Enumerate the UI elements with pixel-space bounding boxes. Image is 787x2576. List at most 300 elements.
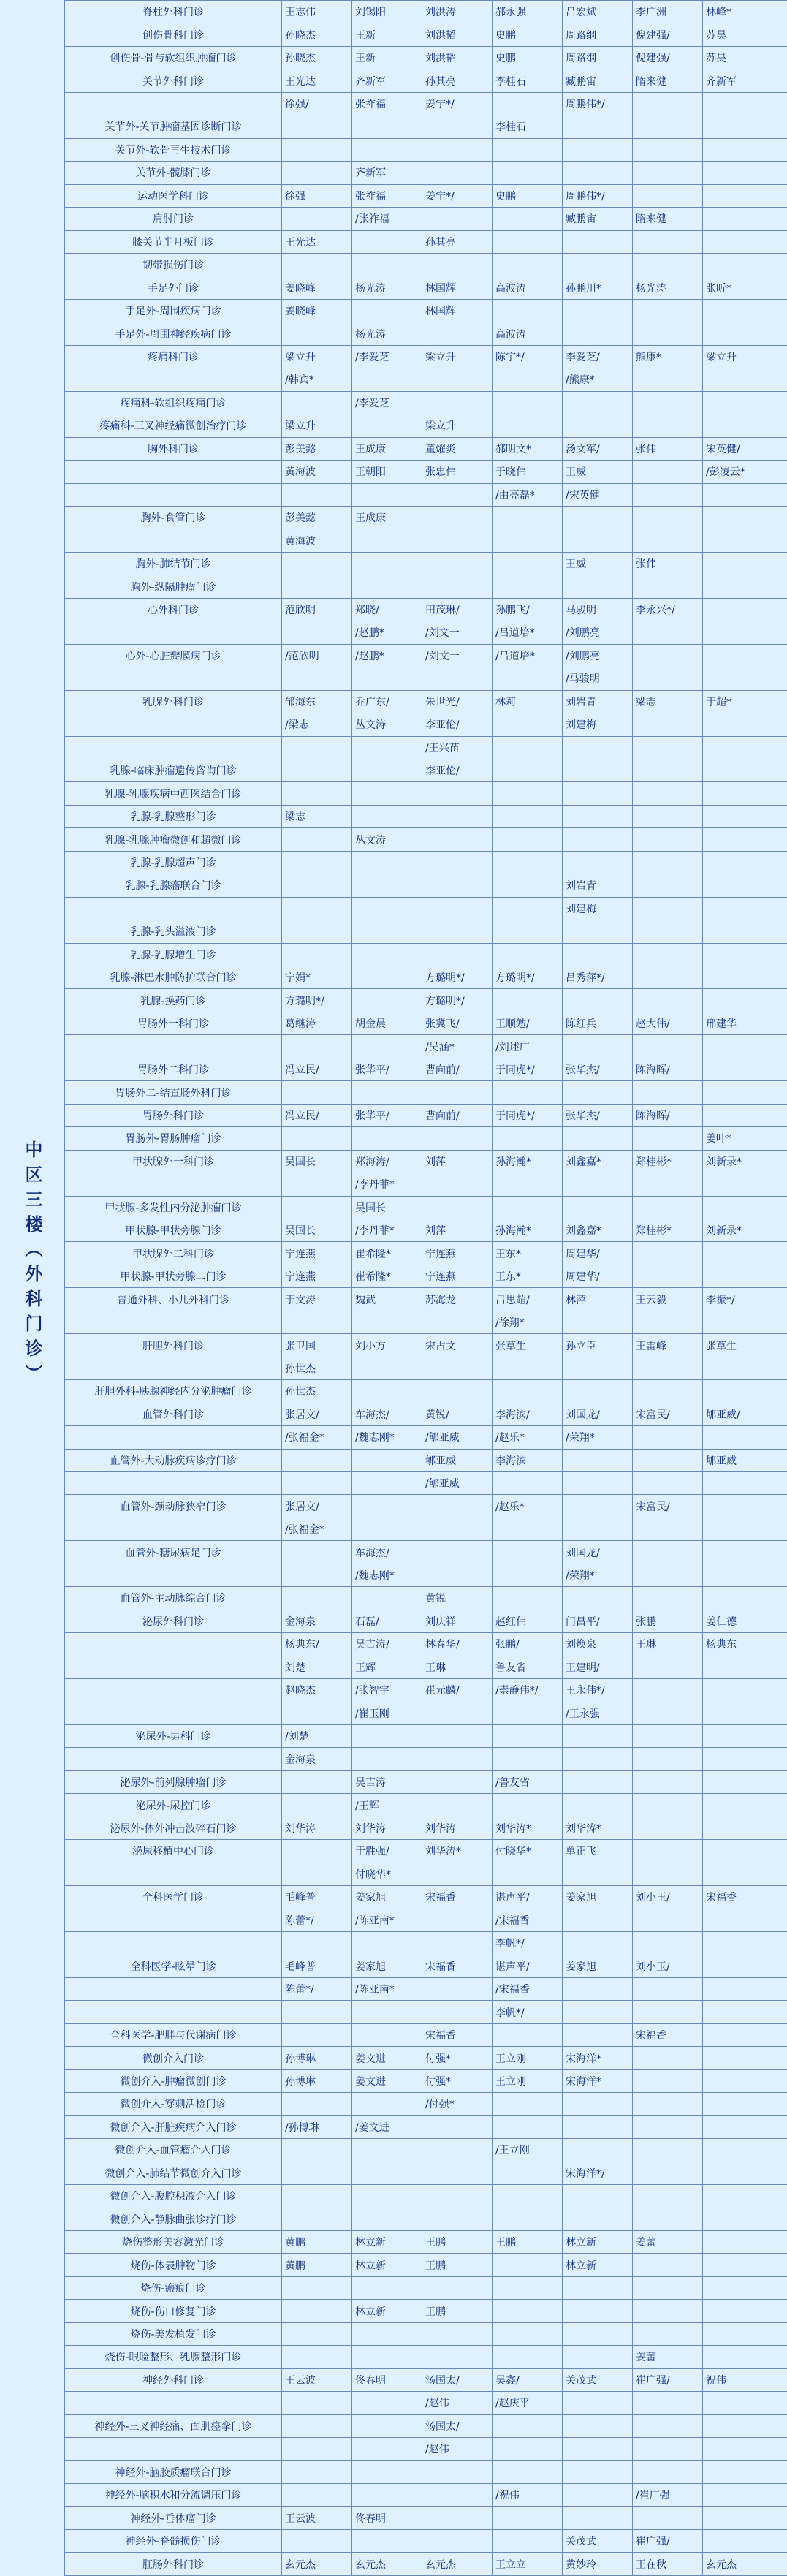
doctor-cell: 张祚福 [352, 92, 422, 115]
doctor-cell [563, 1173, 633, 1196]
doctor-cell: 关茂武 [563, 2368, 633, 2391]
clinic-name-cell [65, 368, 282, 391]
doctor-cell [563, 2276, 633, 2299]
doctor-cell: 孙晓杰 [282, 46, 352, 69]
doctor-cell [422, 2276, 493, 2299]
doctor-cell: 宋福香 [422, 2023, 493, 2046]
doctor-cell: 黄海波 [282, 461, 352, 483]
doctor-cell: 宋福香 [422, 1886, 493, 1909]
clinic-schedule-table [64, 0, 787, 2576]
doctor-cell [563, 736, 633, 759]
doctor-cell: 祝伟 [703, 2368, 787, 2391]
doctor-cell [422, 2346, 493, 2368]
doctor-cell [703, 667, 787, 690]
doctor-cell [282, 2185, 352, 2208]
doctor-cell [633, 782, 703, 805]
doctor-cell: 宋福香 [633, 2023, 703, 2046]
doctor-cell: 王云波 [282, 2368, 352, 2391]
doctor-cell: /陈亚南* [352, 1909, 422, 1931]
doctor-cell [563, 162, 633, 184]
doctor-cell [352, 2392, 422, 2414]
doctor-cell [493, 2414, 563, 2437]
clinic-name-cell: 胃肠外科门诊 [65, 1104, 282, 1126]
doctor-cell [703, 1932, 787, 1955]
doctor-cell: 吴国长 [352, 1196, 422, 1219]
doctor-cell [352, 1495, 422, 1518]
doctor-cell [422, 552, 493, 575]
doctor-cell [493, 506, 563, 529]
table-row [65, 322, 787, 345]
doctor-cell [282, 1863, 352, 1885]
doctor-cell: /吴涵* [422, 1035, 493, 1058]
doctor-cell [282, 2276, 352, 2299]
doctor-cell: 宁娟* [282, 966, 352, 989]
table-row [65, 621, 787, 644]
doctor-cell: 周路纲 [563, 46, 633, 69]
doctor-cell [493, 851, 563, 874]
doctor-cell [633, 2461, 703, 2483]
doctor-cell [422, 1770, 493, 1793]
doctor-cell: /范欣明 [282, 644, 352, 667]
doctor-cell [352, 667, 422, 690]
doctor-cell [422, 1357, 493, 1379]
clinic-name-cell: 肩肘门诊 [65, 208, 282, 230]
doctor-cell: 刘楚 [282, 1656, 352, 1678]
clinic-name-cell: 甲状腺外一科门诊 [65, 1150, 282, 1173]
doctor-cell: 宋海洋*/ [563, 2162, 633, 2184]
doctor-cell [282, 1770, 352, 1793]
doctor-cell [352, 2322, 422, 2345]
doctor-cell: 黄鹏 [282, 2230, 352, 2253]
clinic-name-cell: 微创介入-肝脏疾病介入门诊 [65, 2115, 282, 2138]
doctor-cell: 杨光涛 [352, 276, 422, 299]
doctor-cell: 林立新 [563, 2230, 633, 2253]
table-row [65, 1518, 787, 1540]
table-row [65, 2254, 787, 2276]
doctor-cell [703, 2185, 787, 2208]
doctor-cell [703, 1587, 787, 1610]
clinic-name-cell [65, 2392, 282, 2414]
doctor-cell [703, 1656, 787, 1678]
doctor-cell [563, 2507, 633, 2529]
doctor-cell [352, 2529, 422, 2552]
doctor-cell: 姜宁*/ [422, 92, 493, 115]
doctor-cell: 方璐明*/ [493, 966, 563, 989]
doctor-cell: /王辉 [352, 1794, 422, 1817]
table-row [65, 1840, 787, 1863]
clinic-name-cell: 甲状腺-甲状旁腺门诊 [65, 1219, 282, 1242]
doctor-cell [352, 1724, 422, 1747]
doctor-cell [703, 253, 787, 276]
table-row [65, 1288, 787, 1311]
doctor-cell: 刘华涛* [493, 1817, 563, 1839]
doctor-cell: /崔广强 [633, 2483, 703, 2506]
doctor-cell [703, 2093, 787, 2115]
doctor-cell [422, 115, 493, 138]
clinic-name-cell: 甲状腺-多发性内分泌肿瘤门诊 [65, 1196, 282, 1219]
clinic-name-cell: 疼痛科门诊 [65, 345, 282, 368]
doctor-cell: 于同虎*/ [493, 1104, 563, 1126]
doctor-cell [633, 736, 703, 759]
doctor-cell: 刘华涛* [422, 1840, 493, 1863]
doctor-cell: /赵乐* [493, 1426, 563, 1449]
doctor-cell: 刘萍 [422, 1150, 493, 1173]
doctor-cell [493, 414, 563, 437]
doctor-cell: 玄元杰 [282, 2553, 352, 2575]
doctor-cell [703, 2069, 787, 2092]
doctor-cell [563, 575, 633, 598]
doctor-cell [352, 1518, 422, 1540]
table-row [65, 276, 787, 299]
doctor-cell: 宋福香 [703, 1886, 787, 1909]
doctor-cell: 曹向前/ [422, 1058, 493, 1080]
doctor-cell [703, 1748, 787, 1770]
doctor-cell: 冯立民/ [282, 1104, 352, 1126]
table-row [65, 437, 787, 460]
doctor-cell: 王立刚 [493, 2069, 563, 2092]
doctor-cell: 于同虎*/ [493, 1058, 563, 1080]
doctor-cell: /郇亚威 [422, 1426, 493, 1449]
clinic-name-cell [65, 1702, 282, 1724]
table-row [65, 253, 787, 276]
doctor-cell [563, 1794, 633, 1817]
doctor-cell [422, 2483, 493, 2506]
doctor-cell [563, 2461, 633, 2483]
doctor-cell: 王云毅 [633, 1288, 703, 1311]
doctor-cell: 姜仁德 [703, 1610, 787, 1632]
doctor-cell: 隋来健 [633, 69, 703, 92]
doctor-cell [422, 1127, 493, 1150]
doctor-cell [633, 1840, 703, 1863]
doctor-cell [352, 897, 422, 920]
table-row [65, 529, 787, 552]
doctor-cell [422, 805, 493, 827]
doctor-cell: 徐强 [282, 184, 352, 207]
clinic-name-cell: 甲状腺-甲状旁腺二门诊 [65, 1265, 282, 1287]
doctor-cell: 王顺勉/ [493, 1012, 563, 1034]
doctor-cell [703, 391, 787, 414]
table-row [65, 874, 787, 897]
table-row [65, 759, 787, 781]
doctor-cell [352, 1748, 422, 1770]
doctor-cell [282, 621, 352, 644]
doctor-cell [493, 2507, 563, 2529]
table-row [65, 2414, 787, 2437]
doctor-cell [703, 1196, 787, 1219]
doctor-cell: 梁立升 [422, 414, 493, 437]
table-row [65, 1770, 787, 1793]
clinic-name-cell: 神经外-脊髓损伤门诊 [65, 2529, 282, 2552]
doctor-cell [352, 575, 422, 598]
doctor-cell [633, 506, 703, 529]
table-row [65, 1495, 787, 1518]
doctor-cell [422, 1495, 493, 1518]
doctor-cell [493, 162, 563, 184]
doctor-cell: 赵晓杰 [282, 1679, 352, 1702]
clinic-name-cell [65, 667, 282, 690]
doctor-cell [352, 2023, 422, 2046]
doctor-cell: 魏武 [352, 1288, 422, 1311]
doctor-cell: 刘华涛 [282, 1817, 352, 1839]
doctor-cell: 于胜强/ [352, 1840, 422, 1863]
doctor-cell [282, 2023, 352, 2046]
clinic-name-cell: 普通外科、小儿外科门诊 [65, 1288, 282, 1311]
doctor-cell [422, 2115, 493, 2138]
doctor-cell [282, 1587, 352, 1610]
clinic-name-cell: 运动医学科门诊 [65, 184, 282, 207]
doctor-cell: 王光达 [282, 69, 352, 92]
doctor-cell [493, 1587, 563, 1610]
clinic-name-cell: 胸外-纵隔肿瘤门诊 [65, 575, 282, 598]
doctor-cell: /王永强 [563, 1702, 633, 1724]
doctor-cell: 李振*/ [703, 1288, 787, 1311]
table-row [65, 1564, 787, 1586]
table-row [65, 2461, 787, 2483]
doctor-cell [633, 621, 703, 644]
doctor-cell: /赵伟 [422, 2438, 493, 2461]
doctor-cell [563, 1977, 633, 2000]
table-row [65, 2208, 787, 2230]
doctor-cell [633, 1702, 703, 1724]
clinic-name-cell: 乳腺-临床肿瘤遗传咨询门诊 [65, 759, 282, 781]
doctor-cell [493, 368, 563, 391]
clinic-name-cell: 手足外门诊 [65, 276, 282, 299]
doctor-cell [352, 253, 422, 276]
table-row [65, 1196, 787, 1219]
doctor-cell [493, 1127, 563, 1150]
doctor-cell [493, 897, 563, 920]
doctor-cell: 单正飞 [563, 1840, 633, 1863]
doctor-cell: /王立刚 [493, 2139, 563, 2162]
doctor-cell [422, 1173, 493, 1196]
doctor-cell [633, 253, 703, 276]
table-row [65, 506, 787, 529]
doctor-cell: 吴鑫/ [493, 2368, 563, 2391]
doctor-cell [633, 1173, 703, 1196]
doctor-cell: 郇亚威 [703, 1449, 787, 1471]
doctor-cell [703, 2300, 787, 2322]
doctor-cell: 刘萍 [422, 1219, 493, 1242]
doctor-cell [703, 414, 787, 437]
doctor-cell [493, 828, 563, 851]
doctor-cell: 周鹏伟*/ [563, 92, 633, 115]
table-row [65, 1219, 787, 1242]
doctor-cell [633, 2438, 703, 2461]
doctor-cell [493, 391, 563, 414]
doctor-cell: 吴国长 [282, 1219, 352, 1242]
doctor-cell: /梁志 [282, 713, 352, 736]
doctor-cell [563, 253, 633, 276]
doctor-cell: /吕道培* [493, 621, 563, 644]
doctor-cell: 姜宁*/ [422, 184, 493, 207]
doctor-cell: 刘建梅 [563, 897, 633, 920]
doctor-cell [422, 2185, 493, 2208]
clinic-name-cell: 乳腺-乳腺整形门诊 [65, 805, 282, 827]
doctor-cell: 王成康 [352, 506, 422, 529]
doctor-cell: 倪建强/ [633, 23, 703, 46]
doctor-cell [493, 713, 563, 736]
table-row [65, 1633, 787, 1656]
doctor-cell [493, 2438, 563, 2461]
clinic-name-cell: 全科医学-眩晕门诊 [65, 1955, 282, 1977]
table-row [65, 943, 787, 966]
doctor-cell: 宋英健/ [703, 437, 787, 460]
doctor-cell [633, 461, 703, 483]
doctor-cell: 吕秀萍*/ [563, 966, 633, 989]
doctor-cell [352, 115, 422, 138]
doctor-cell: 王鹏 [422, 2300, 493, 2322]
doctor-cell: /鲁友省 [493, 1770, 563, 1793]
table-row [65, 2230, 787, 2253]
doctor-cell: 刘小玉/ [633, 1886, 703, 1909]
table-row [65, 667, 787, 690]
doctor-cell: 孙博琳 [282, 2047, 352, 2069]
doctor-cell: 张伟 [633, 552, 703, 575]
clinic-name-cell: 泌尿外-男科门诊 [65, 1724, 282, 1747]
table-row [65, 1472, 787, 1495]
doctor-cell: 黄海波 [282, 529, 352, 552]
doctor-cell [493, 529, 563, 552]
doctor-cell: 李爱芝/ [563, 345, 633, 368]
doctor-cell [703, 1817, 787, 1839]
doctor-cell: 门昌平/ [563, 1610, 633, 1632]
doctor-cell: /崔玉刚 [352, 1702, 422, 1724]
doctor-cell: 刘小玉/ [633, 1955, 703, 1977]
doctor-cell: 周建华/ [563, 1242, 633, 1265]
doctor-cell: 苏海龙 [422, 1288, 493, 1311]
clinic-name-cell [65, 1909, 282, 1931]
doctor-cell [633, 2254, 703, 2276]
table-row [65, 1587, 787, 1610]
doctor-cell: 于超* [703, 690, 787, 713]
clinic-name-cell: 烧伤-伤口修复门诊 [65, 2300, 282, 2322]
table-row [65, 2001, 787, 2023]
doctor-cell: /李丹菲* [352, 1219, 422, 1242]
doctor-cell: /孙博琳 [282, 2115, 352, 2138]
doctor-cell [703, 2001, 787, 2023]
doctor-cell: /赵伟 [422, 2392, 493, 2414]
doctor-cell [422, 368, 493, 391]
doctor-cell: 吕宏斌 [563, 1, 633, 23]
table-row [65, 2162, 787, 2184]
doctor-cell [703, 552, 787, 575]
doctor-cell [493, 208, 563, 230]
doctor-cell [703, 805, 787, 827]
doctor-cell: 李海滨/ [493, 1403, 563, 1425]
doctor-cell [422, 920, 493, 943]
clinic-name-cell: 烧伤-体表肿物门诊 [65, 2254, 282, 2276]
doctor-cell [633, 713, 703, 736]
clinic-name-cell: 血管外-糖尿病足门诊 [65, 1541, 282, 1564]
doctor-cell [422, 1311, 493, 1333]
clinic-name-cell: 全科医学-肥胖与代谢病门诊 [65, 2023, 282, 2046]
doctor-cell [703, 2023, 787, 2046]
doctor-cell [282, 2093, 352, 2115]
clinic-name-cell: 脊柱外科门诊 [65, 1, 282, 23]
doctor-cell: /崇静伟*/ [493, 1679, 563, 1702]
clinic-name-cell: 心外科门诊 [65, 598, 282, 621]
doctor-cell: 宁连燕 [422, 1265, 493, 1287]
doctor-cell: 梁立升 [282, 414, 352, 437]
doctor-cell [633, 2069, 703, 2092]
doctor-cell [282, 2208, 352, 2230]
doctor-cell: 崔广强/ [633, 2529, 703, 2552]
doctor-cell [282, 759, 352, 781]
doctor-cell: 陈蕾*/ [282, 1977, 352, 2000]
doctor-cell: 付晓华* [493, 1840, 563, 1863]
doctor-cell [703, 2392, 787, 2414]
doctor-cell: 高波涛 [493, 322, 563, 345]
doctor-cell: 王雷峰 [633, 1334, 703, 1357]
doctor-cell: 吴吉涛 [352, 1770, 422, 1793]
doctor-cell [633, 1472, 703, 1495]
section-label: 中区三楼（外科门诊） [22, 1140, 42, 1389]
doctor-cell: 苏昊 [703, 46, 787, 69]
doctor-cell [563, 1196, 633, 1219]
doctor-cell: 毛峰普 [282, 1886, 352, 1909]
doctor-cell [703, 1863, 787, 1885]
doctor-cell [703, 92, 787, 115]
clinic-name-cell: 乳腺-乳头溢液门诊 [65, 920, 282, 943]
doctor-cell: 林峰* [703, 1, 787, 23]
doctor-cell [703, 2438, 787, 2461]
doctor-cell: 孙立臣 [563, 1334, 633, 1357]
doctor-cell: 臧鹏宙 [563, 69, 633, 92]
doctor-cell [282, 208, 352, 230]
clinic-name-cell: 乳腺-淋巴水肿防护联合门诊 [65, 966, 282, 989]
table-row [65, 552, 787, 575]
doctor-cell: 王威 [563, 461, 633, 483]
doctor-cell [633, 1587, 703, 1610]
table-row [65, 851, 787, 874]
doctor-cell: /陈亚南* [352, 1977, 422, 2000]
doctor-cell [493, 2162, 563, 2184]
doctor-cell: 梁立升 [703, 345, 787, 368]
clinic-name-cell [65, 2001, 282, 2023]
doctor-cell: /张福金* [282, 1518, 352, 1540]
doctor-cell: 陈红兵 [563, 1012, 633, 1034]
clinic-name-cell [65, 1426, 282, 1449]
doctor-cell [633, 575, 703, 598]
doctor-cell: 王威 [563, 552, 633, 575]
doctor-cell [282, 552, 352, 575]
doctor-cell [703, 506, 787, 529]
doctor-cell: /赵鹏* [352, 644, 422, 667]
clinic-name-cell [65, 1564, 282, 1586]
doctor-cell: 孙其亮 [422, 230, 493, 253]
doctor-cell [563, 2093, 633, 2115]
doctor-cell [282, 1081, 352, 1104]
doctor-cell: /韩宾* [282, 368, 352, 391]
doctor-cell [633, 1311, 703, 1333]
doctor-cell [493, 1357, 563, 1379]
doctor-cell: 王建明/ [563, 1656, 633, 1678]
doctor-cell: 崔希隆* [352, 1242, 422, 1265]
doctor-cell: 姜家旭 [352, 1955, 422, 1977]
doctor-cell [703, 1541, 787, 1564]
doctor-cell: 史鹏 [493, 184, 563, 207]
clinic-name-cell: 泌尿外-尿控门诊 [65, 1794, 282, 1817]
doctor-cell [352, 2139, 422, 2162]
doctor-cell [422, 483, 493, 506]
doctor-cell: 刘新录* [703, 1150, 787, 1173]
doctor-cell [493, 138, 563, 161]
doctor-cell: /姜文进 [352, 2115, 422, 2138]
doctor-cell [282, 138, 352, 161]
clinic-name-cell: 泌尿外科门诊 [65, 1610, 282, 1632]
doctor-cell: 邹海东 [282, 690, 352, 713]
doctor-cell: 李帆*/ [493, 1932, 563, 1955]
